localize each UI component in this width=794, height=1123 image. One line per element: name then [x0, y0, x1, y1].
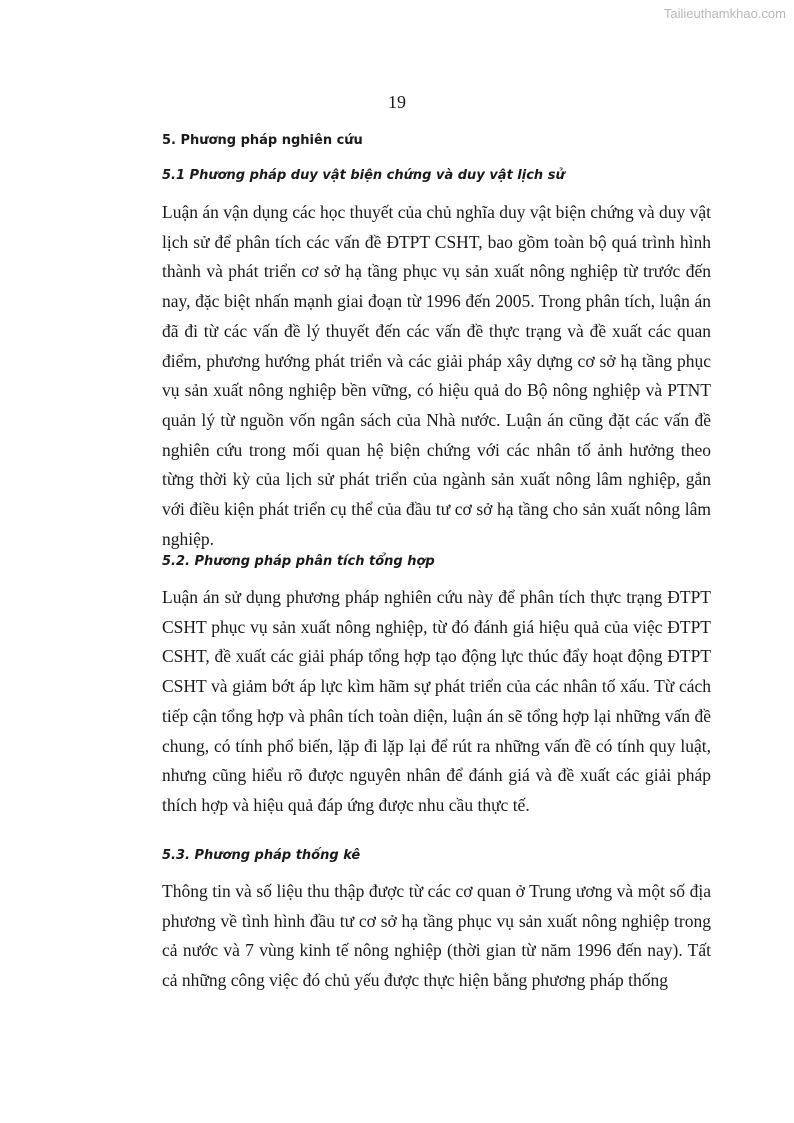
paragraph-text: Luận án sử dụng phương pháp nghiên cứu này để phân tích thực trạng ĐTPT CSHT phục vụ sản xuất nông nghiệp, từ đó đánh giá hiệu quả của việc ĐTPT CSHT, đề xuất các giải pháp tổng hợp tạo động lực thúc đẩy hoạt động ĐTPT CSHT và giảm bớt áp lực kìm hãm sự phát triển của các nhân tố xấu. Từ cách tiếp cận tổng hợp và phân tích toàn diện, luận án sẽ tổng hợp lại những vấn đề chung, có tính phổ biến, lặp đi lặp lại để rút ra những vấn đề có tính quy luật, nhưng cũng hiểu rõ được nguyên nhân để đánh giá và đề xuất các giải pháp thích hợp và hiệu quả đáp ứng được nhu cầu thực tế.: [162, 587, 711, 815]
subsection-heading-synthesis: 5.2. Phương pháp phân tích tổng hợp: [162, 554, 435, 569]
paragraph-text: Luận án vận dụng các học thuyết của chủ nghĩa duy vật biện chứng và duy vật lịch sử để phân tích các vấn đề ĐTPT CSHT, bao gồm toàn bộ quá trình hình thành và phát triển cơ sở hạ tầng phục vụ sản xuất nông nghiệp từ trước đến nay, đặc biệt nhấn mạnh giai đoạn từ 1996 đến 2005. Trong phân tích, luận án đã đi từ các vấn đề lý thuyết đến các vấn đề thực trạng và đề xuất các quan điểm, phương hướng phát triển và các giải pháp xây dựng cơ sở hạ tầng phục vụ sản xuất nông nghiệp bền vững, có hiệu quả do Bộ nông nghiệp và PTNT quản lý từ nguồn vốn ngân sách của Nhà nước. Luận án cũng đặt các vấn đề nghiên cứu trong mối quan hệ biện chứng với các nhân tố ảnh hưởng theo từng thời kỳ của lịch sử phát triển của ngành sản xuất nông lâm nghiệp, gắn với điều kiện phát triển cụ thể của đầu tư cơ sở hạ tầng cho sản xuất nông lâm nghiệp.: [162, 202, 711, 549]
paragraph-statistics: [162, 877, 711, 996]
paragraph-text: Thông tin và số liệu thu thập được từ các cơ quan ở Trung ương và một số địa phương về tình hình đầu tư cơ sở hạ tầng phục vụ sản xuất nông nghiệp trong cả nước và 7 vùng kinh tế nông nghiệp (thời gian từ năm 1996 đến nay). Tất cả những công việc đó chủ yếu được thực hiện bằng phương pháp thống: [162, 881, 711, 991]
subsection-heading-dialectical: 5.1 Phương pháp duy vật biện chứng và duy vật lịch sử: [162, 168, 565, 183]
subsection-heading-statistics: 5.3. Phương pháp thống kê: [162, 848, 361, 863]
watermark: Tailieuthamkhao.com: [663, 6, 786, 21]
paragraph-synthesis: [162, 583, 711, 821]
paragraph-dialectical: [162, 198, 711, 554]
page-number: 19: [388, 92, 406, 112]
section-heading-methods: 5. Phương pháp nghiên cứu: [162, 133, 363, 148]
